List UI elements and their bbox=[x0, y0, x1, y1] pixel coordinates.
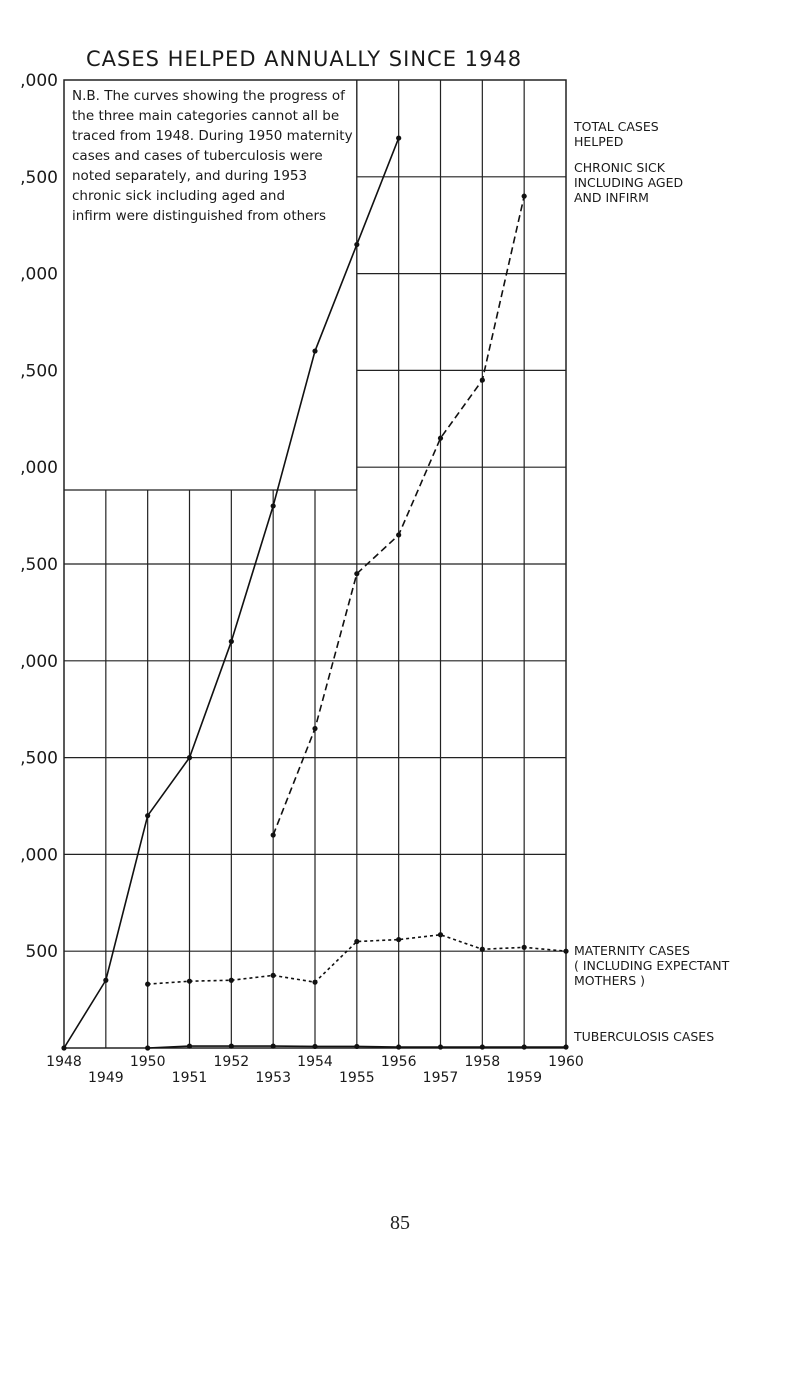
series-label: MATERNITY CASES bbox=[574, 943, 690, 959]
y-tick-label: ,000 bbox=[20, 458, 58, 479]
data-point bbox=[187, 1043, 192, 1048]
y-tick-label: ,500 bbox=[20, 555, 58, 575]
x-tick-label: 1951 bbox=[171, 1070, 208, 1086]
data-point bbox=[354, 939, 359, 944]
y-tick-label: 500 bbox=[25, 942, 58, 963]
data-point bbox=[396, 135, 401, 140]
data-point bbox=[271, 503, 276, 508]
x-tick-label: 1952 bbox=[213, 1054, 250, 1070]
data-point bbox=[396, 532, 401, 537]
series-label: HELPED bbox=[574, 134, 624, 150]
series-labels bbox=[573, 119, 730, 1044]
y-tick-label: ,000 bbox=[20, 845, 58, 866]
note-line: cases and cases of tuberculosis were bbox=[72, 148, 323, 164]
series-label: TUBERCULOSIS CASES bbox=[574, 1029, 715, 1045]
grid bbox=[64, 80, 566, 1048]
page-number: 85 bbox=[390, 1212, 410, 1234]
data-point bbox=[522, 1044, 527, 1049]
x-tick-label: 1950 bbox=[129, 1054, 166, 1070]
data-point bbox=[145, 813, 150, 818]
y-axis bbox=[20, 71, 58, 962]
data-point bbox=[312, 980, 317, 985]
data-point bbox=[271, 1043, 276, 1048]
data-point bbox=[271, 832, 276, 837]
note-line: the three main categories cannot all be bbox=[72, 108, 340, 124]
data-point bbox=[480, 1044, 485, 1049]
data-point bbox=[187, 755, 192, 760]
data-point bbox=[563, 949, 568, 954]
note bbox=[72, 88, 353, 224]
y-tick-label: ,000 bbox=[20, 71, 58, 91]
series-label: ( INCLUDING EXPECTANT bbox=[574, 958, 730, 974]
data-point bbox=[563, 1044, 568, 1049]
data-point bbox=[438, 1044, 443, 1049]
note-line: noted separately, and during 1953 bbox=[72, 168, 308, 184]
data-point bbox=[229, 1043, 234, 1048]
x-tick-label: 1949 bbox=[88, 1070, 124, 1086]
data-point bbox=[187, 979, 192, 984]
data-point bbox=[480, 947, 485, 952]
series-label: MOTHERS ) bbox=[574, 973, 646, 989]
data-point bbox=[312, 348, 317, 353]
note-line: infirm were distinguished from others bbox=[72, 208, 327, 224]
data-point bbox=[480, 377, 485, 382]
data-point bbox=[438, 932, 443, 937]
data-point bbox=[312, 726, 317, 731]
data-point bbox=[522, 194, 527, 199]
data-point bbox=[61, 1045, 66, 1050]
x-tick-label: 1948 bbox=[46, 1054, 82, 1070]
data-point bbox=[354, 571, 359, 576]
data-point bbox=[271, 973, 276, 978]
data-point bbox=[396, 937, 401, 942]
x-tick-label: 1955 bbox=[339, 1070, 375, 1086]
x-tick-label: 1958 bbox=[464, 1054, 501, 1070]
y-tick-label: ,500 bbox=[20, 748, 58, 769]
x-tick-label: 1957 bbox=[422, 1070, 459, 1086]
x-tick-label: 1959 bbox=[506, 1070, 542, 1086]
data-point bbox=[229, 978, 234, 983]
data-point bbox=[145, 982, 150, 987]
note-line: chronic sick including aged and bbox=[72, 188, 286, 204]
x-tick-label: 1954 bbox=[297, 1054, 333, 1070]
data-point bbox=[312, 1044, 317, 1049]
x-tick-label: 1956 bbox=[380, 1054, 417, 1070]
x-axis bbox=[46, 1054, 584, 1086]
series-label: TOTAL CASES bbox=[574, 119, 659, 135]
x-tick-label: 1960 bbox=[548, 1054, 584, 1070]
y-tick-label: ,000 bbox=[20, 264, 58, 285]
data-point bbox=[354, 1044, 359, 1049]
note-line: N.B. The curves showing the progress of bbox=[72, 88, 345, 104]
data-point bbox=[438, 436, 443, 441]
y-tick-label: ,500 bbox=[20, 167, 58, 188]
chart-title: CASES HELPED ANNUALLY SINCE 1948 bbox=[86, 47, 523, 71]
data-point bbox=[145, 1045, 150, 1050]
series-label: AND INFIRM bbox=[574, 190, 649, 206]
y-tick-label: ,500 bbox=[20, 361, 58, 382]
note-line: traced from 1948. During 1950 maternity bbox=[72, 128, 353, 144]
data-point bbox=[522, 945, 527, 950]
data-point bbox=[354, 242, 359, 247]
data-point bbox=[396, 1044, 401, 1049]
x-tick-label: 1953 bbox=[255, 1070, 291, 1086]
data-point bbox=[103, 978, 108, 983]
y-tick-label: ,000 bbox=[20, 651, 58, 672]
series-label: CHRONIC SICK bbox=[574, 160, 665, 176]
data-point bbox=[229, 639, 234, 644]
series-label: INCLUDING AGED bbox=[574, 175, 684, 191]
